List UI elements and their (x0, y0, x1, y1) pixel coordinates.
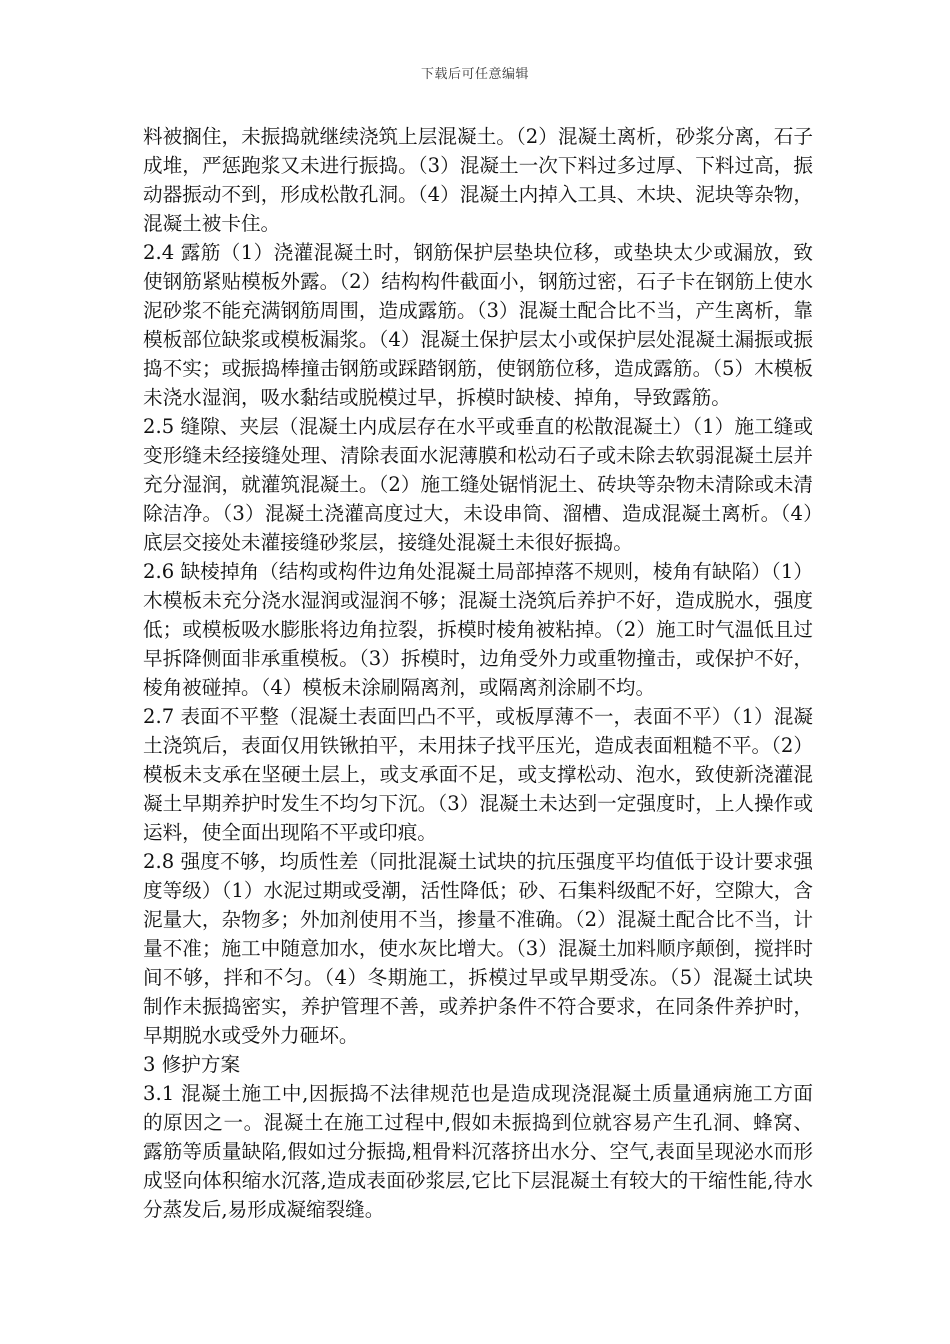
paragraph-exposed-rebar: 2.4 露筋（1）浇灌混凝土时，钢筋保护层垫块位移，或垫块太少或漏放，致使钢筋紧贴模板外露。（2）结构构件截面小，钢筋过密，石子卡在钢筋上使水泥砂浆不能充满钢筋周围，造成露筋。（3）混凝土配合比不当，产生离析，靠模板部位缺浆或模板漏浆。（4）混凝土保护层太小或保护层处混凝土漏振或振捣不实；或振捣棒撞击钢筋或踩踏钢筋，使钢筋位移，造成露筋。（5）木模板未浇水湿润，吸水黏结或脱模过早，拆模时缺棱、掉角，导致露筋。 (143, 241, 813, 409)
paragraph-vibration-practice: 3.1 混凝土施工中,因振捣不法律规范也是造成现浇混凝土质量通病施工方面的原因之一。混凝土在施工过程中,假如未振捣到位就容易产生孔洞、蜂窝、露筋等质量缺陷,假如过分振捣,粗骨料沉落挤出水分、空气,表面呈现泌水而形成竖向体积缩水沉落,造成表面砂浆层,它比下层混凝土有较大的干缩性能,待水分蒸发后,易形成凝缩裂缝。 (143, 1082, 813, 1221)
paragraph-uneven-surface: 2.7 表面不平整（混凝土表面凹凸不平，或板厚薄不一，表面不平）（1）混凝土浇筑后，表面仅用铁锹拍平，未用抹子找平压光，造成表面粗糙不平。（2）模板未支承在坚硬土层上，或支承面不足，或支撑松动、泡水，致使新浇灌混凝土早期养护时发生不均匀下沉。（3）混凝土未达到一定强度时，上人操作或运料，使全面出现陷不平或印痕。 (143, 705, 813, 844)
paragraph-insufficient-strength: 2.8 强度不够，均质性差（同批混凝土试块的抗压强度平均值低于设计要求强度等级）（1）水泥过期或受潮，活性降低；砂、石集料级配不好，空隙大，含泥量大，杂物多；外加剂使用不当，掺量不准确。（2）混凝土配合比不当，计量不准；施工中随意加水，使水灰比增大。（3）混凝土加料顺序颠倒，搅拌时间不够，拌和不匀。（4）冬期施工，拆模过早或早期受冻。（5）混凝土试块制作未振捣密实，养护管理不善，或养护条件不符合要求，在同条件养护时，早期脱水或受外力砸坏。 (143, 850, 813, 1047)
paragraph-voids-causes: 料被搁住，未振捣就继续浇筑上层混凝土。（2）混凝土离析，砂浆分离，石子成堆，严惩跑浆又未进行振捣。（3）混凝土一次下料过多过厚、下料过高，振动器振动不到，形成松散孔洞。（4）混凝土内掉入工具、木块、泥块等杂物，混凝土被卡住。 (143, 125, 813, 235)
paragraph-missing-edges: 2.6 缺棱掉角（结构或构件边角处混凝土局部掉落不规则，棱角有缺陷）（1）木模板未充分浇水湿润或湿润不够；混凝土浇筑后养护不好，造成脱水，强度低；或模板吸水膨胀将边角拉裂，拆模时棱角被粘掉。（2）施工时气温低且过早拆降侧面非承重模板。（3）拆模时，边角受外力或重物撞击，或保护不好，棱角被碰掉。（4）模板未涂刷隔离剂，或隔离剂涂刷不均。 (143, 560, 813, 699)
section-heading-repair-plan: 3 修护方案 (143, 1053, 241, 1076)
paragraph-gaps-interlayers: 2.5 缝隙、夹层（混凝土内成层存在水平或垂直的松散混凝土）（1）施工缝或变形缝未经接缝处理、清除表面水泥薄膜和松动石子或未除去软弱混凝土层并充分湿润，就灌筑混凝土。（2）施工缝处锯悄泥土、砖块等杂物未清除或未清除洁净。（3）混凝土浇灌高度过大，未设串筒、溜槽、造成混凝土离析。（4）底层交接处未灌接缝砂浆层，接缝处混凝土未很好振捣。 (143, 415, 813, 554)
page-header: 下载后可任意编辑 (420, 67, 529, 82)
document-body (143, 122, 813, 1224)
